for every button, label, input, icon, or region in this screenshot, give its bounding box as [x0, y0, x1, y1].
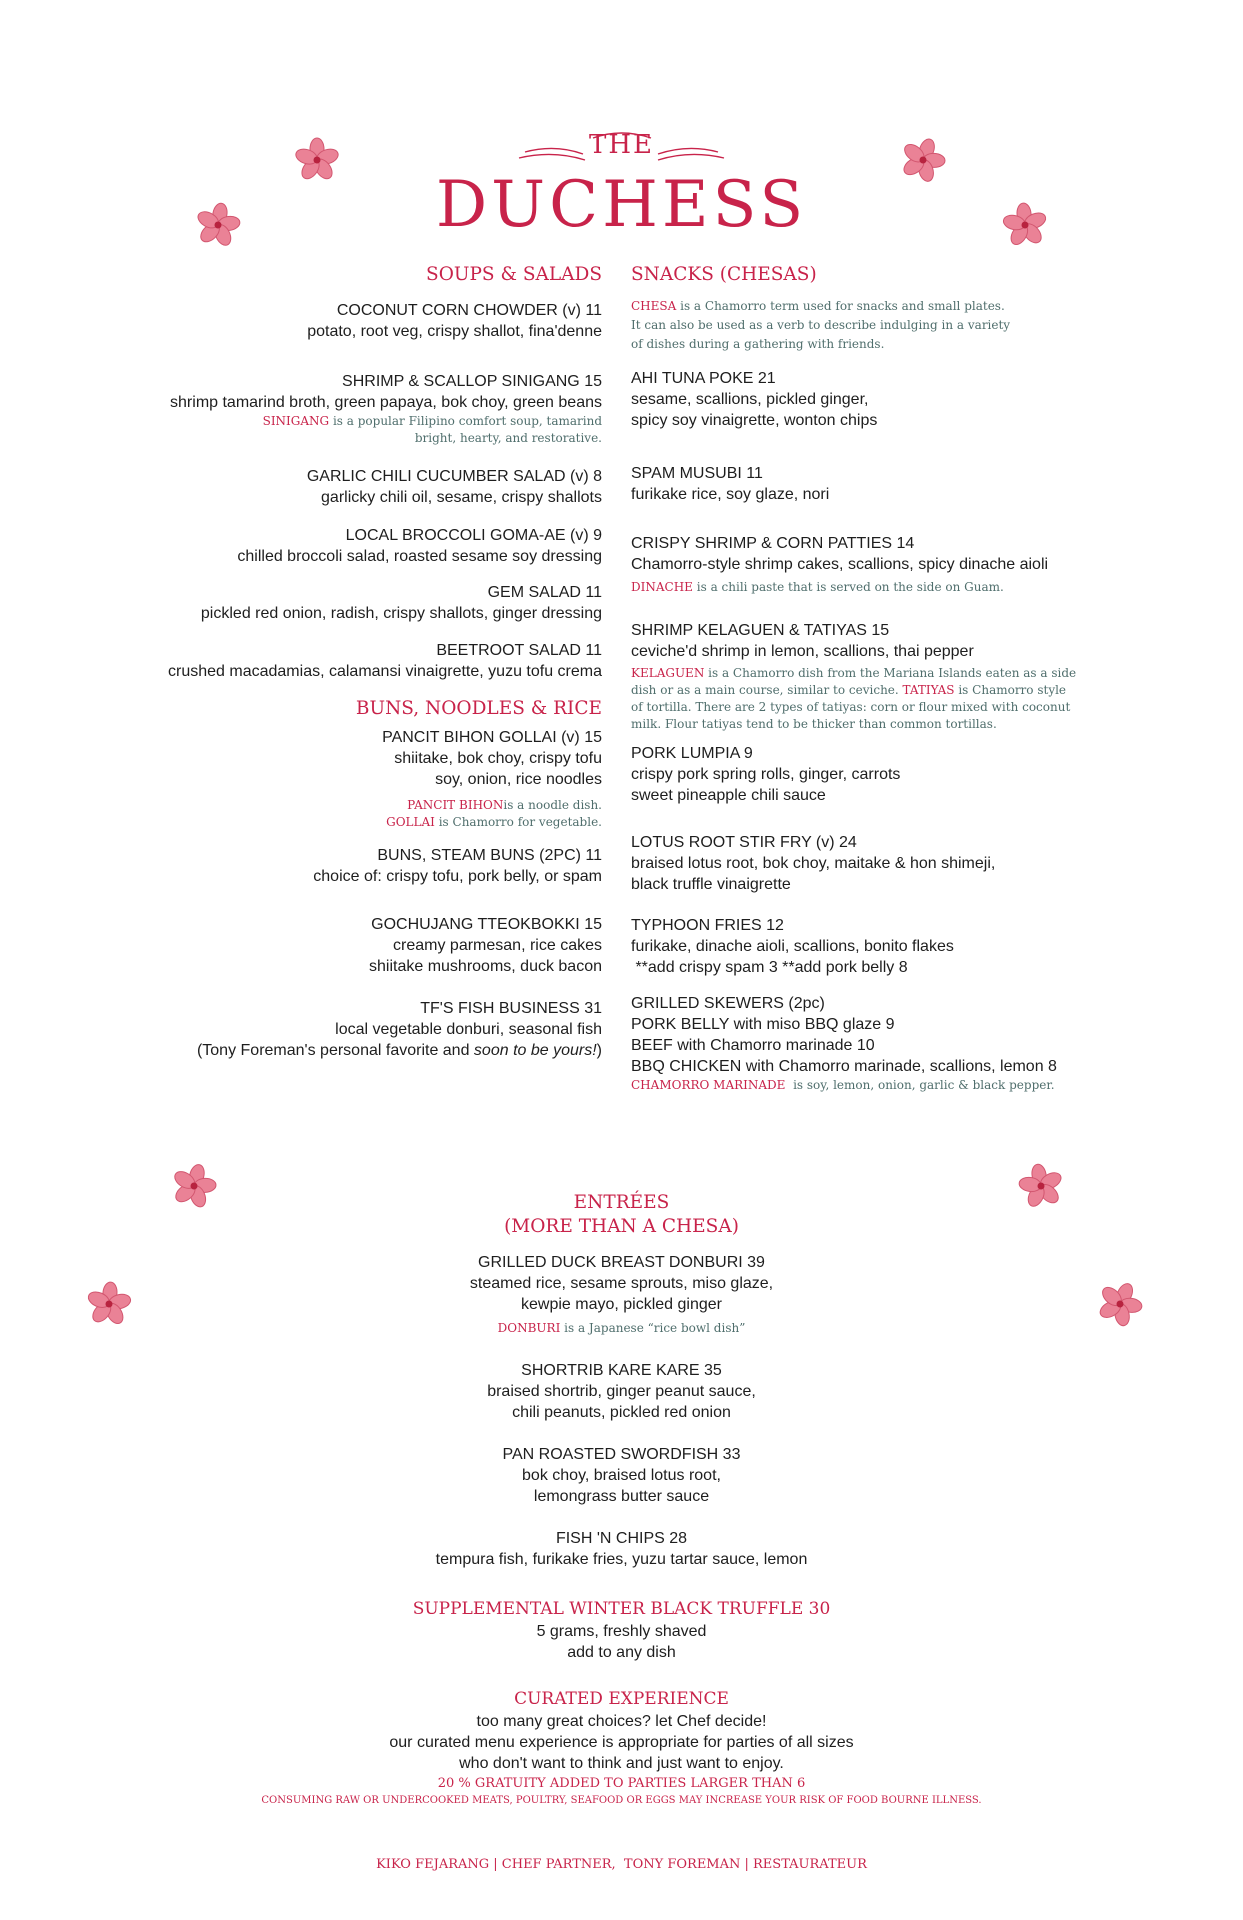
item-description: **add crispy spam 3 **add pork belly 8 — [631, 959, 908, 976]
menu-item — [631, 993, 1113, 1094]
note-text: is Chamorro style — [954, 683, 1067, 697]
note-keyword: CHAMORRO MARINADE — [631, 1078, 786, 1092]
note-text: dish or as a main course, similar to ceviche. — [631, 683, 903, 697]
gratuity-notice: 20 % GRATUITY ADDED TO PARTIES LARGER THAN 6 — [437, 1776, 806, 1791]
item-name: TF'S FISH BUSINESS 31 — [420, 1000, 602, 1017]
menu-item — [140, 1252, 1103, 1337]
item-description: furikake rice, soy glaze, nori — [631, 486, 830, 503]
item-description: tempura fish, furikake fries, yuzu tartar sauce, lemon — [435, 1551, 808, 1568]
item-description: ceviche'd shrimp in lemon, scallions, thai pepper — [631, 643, 974, 660]
note-text: is a chili paste that is served on the side on Guam. — [692, 580, 1004, 594]
item-note — [140, 1320, 1103, 1337]
item-description: lemongrass butter sauce — [533, 1488, 710, 1505]
curated-section — [140, 1687, 1103, 1808]
item-description: sweet pineapple chili sauce — [631, 787, 826, 804]
menu-item — [631, 620, 1113, 733]
note-text: is Chamorro for vegetable. — [434, 815, 602, 829]
item-note: of tortilla. There are 2 types of tatiyas: corn or flour mixed with coconut — [631, 700, 1071, 714]
plumeria-flower-icon — [1096, 1280, 1144, 1328]
item-name: GARLIC CHILI CUCUMBER SALAD (v) 8 — [306, 468, 602, 485]
item-description: PORK BELLY with miso BBQ glaze 9 — [631, 1016, 895, 1033]
menu-item — [120, 466, 602, 508]
item-name: COCONUT CORN CHOWDER (v) 11 — [336, 302, 602, 319]
intro-note — [631, 297, 1113, 316]
plumeria-flower-icon — [85, 1280, 133, 1328]
item-name: FISH 'N CHIPS 28 — [555, 1530, 688, 1547]
note-keyword: SINIGANG — [262, 414, 330, 428]
item-description: pickled red onion, radish, crispy shallots, ginger dressing — [200, 605, 602, 622]
menu-item — [120, 914, 602, 977]
item-name: CRISPY SHRIMP & CORN PATTIES 14 — [631, 535, 915, 552]
item-description: choice of: crispy tofu, pork belly, or spam — [313, 868, 602, 885]
section-subheading: (MORE THAN A CHESA) — [504, 1216, 739, 1237]
desc-italic: soon to be yours! — [473, 1042, 597, 1059]
note-text: is a Chamorro term used for snacks and small plates. — [676, 299, 1005, 313]
snacks-section — [631, 263, 1113, 287]
note-text: is a popular Filipino comfort soup, tamarind — [329, 414, 602, 428]
menu-item — [120, 300, 602, 342]
item-description: chilled broccoli salad, roasted sesame soy dressing — [237, 548, 602, 565]
soups-salads-section — [120, 263, 602, 287]
item-description: BBQ CHICKEN with Chamorro marinade, scallions, lemon 8 — [631, 1058, 1057, 1075]
item-description: soy, onion, rice noodles — [435, 771, 602, 788]
note-keyword: CHESA — [631, 299, 677, 313]
item-description: potato, root veg, crispy shallot, fina'denne — [307, 323, 602, 340]
note-keyword: TATIYAS — [902, 683, 955, 697]
menu-item — [120, 640, 602, 682]
item-description: chili peanuts, pickled red onion — [512, 1404, 731, 1421]
item-note-block — [120, 797, 602, 831]
menu-item — [631, 368, 1113, 431]
note-text: is a Japanese “rice bowl dish” — [560, 1321, 746, 1335]
item-name: LOCAL BROCCOLI GOMA-AE (v) 9 — [345, 527, 602, 544]
note-keyword: PANCIT BIHON — [407, 798, 504, 812]
menu-item — [631, 533, 1113, 596]
item-description: our curated menu experience is appropriate for parties of all sizes — [389, 1734, 854, 1751]
item-note: milk. Flour tatiyas tend to be thicker than common tortillas. — [631, 717, 997, 731]
menu-item — [631, 915, 1113, 978]
item-description: braised shortrib, ginger peanut sauce, — [487, 1383, 756, 1400]
item-description: 5 grams, freshly shaved — [536, 1623, 707, 1640]
entrees-section — [140, 1191, 1103, 1239]
menu-item — [120, 727, 602, 790]
item-name: BUNS, STEAM BUNS (2PC) 11 — [377, 847, 602, 864]
item-description: steamed rice, sesame sprouts, miso glaze, — [469, 1275, 774, 1292]
desc-text: ) — [596, 1042, 602, 1059]
section-heading: ENTRÉES — [573, 1192, 670, 1213]
section-heading: BUNS, NOODLES & RICE — [355, 698, 602, 719]
item-description: crushed macadamias, calamansi vinaigrette, yuzu tofu crema — [168, 663, 602, 680]
item-description: furikake, dinache aioli, scallions, bonito flakes — [631, 938, 954, 955]
note-text: is a noodle dish. — [503, 798, 602, 812]
item-name: PAN ROASTED SWORDFISH 33 — [502, 1446, 741, 1463]
menu-item — [631, 743, 1113, 806]
item-note — [631, 1077, 1113, 1094]
intro-note: It can also be used as a verb to describe indulging in a variety — [631, 318, 1011, 332]
snacks-intro — [631, 297, 1113, 354]
menu-item — [631, 463, 1113, 505]
item-name: BEETROOT SALAD 11 — [436, 642, 602, 659]
item-description: bok choy, braised lotus root, — [522, 1467, 721, 1484]
item-note — [631, 665, 1113, 682]
menu-item — [120, 998, 602, 1061]
logo-the: THE — [589, 130, 654, 160]
menu-item — [120, 845, 602, 887]
menu-item — [140, 1444, 1103, 1507]
logo-duchess: DUCHESS — [435, 168, 808, 242]
note-keyword: DINACHE — [631, 580, 693, 594]
item-name: TYPHOON FRIES 12 — [631, 917, 784, 934]
item-description: Chamorro-style shrimp cakes, scallions, spicy dinache aioli — [631, 556, 1049, 573]
item-description: garlicky chili oil, sesame, crispy shallots — [321, 489, 602, 506]
item-description: creamy parmesan, rice cakes — [393, 937, 602, 954]
item-description: add to any dish — [567, 1644, 676, 1661]
intro-note: of dishes during a gathering with friends. — [631, 337, 885, 351]
item-name: SHORTRIB KARE KARE 35 — [521, 1362, 722, 1379]
menu-item — [120, 582, 602, 624]
item-name: GEM SALAD 11 — [487, 584, 602, 601]
item-note — [120, 814, 602, 831]
footer-credits — [140, 1856, 1103, 1873]
note-keyword: DONBURI — [497, 1321, 561, 1335]
note-keyword: KELAGUEN — [631, 666, 705, 680]
item-description: who don't want to think and just want to enjoy. — [459, 1755, 784, 1772]
item-name: SPAM MUSUBI 11 — [631, 465, 763, 482]
item-name: PANCIT BIHON GOLLAI (v) 15 — [382, 729, 602, 746]
menu-item — [140, 1360, 1103, 1423]
item-name: GRILLED SKEWERS (2pc) — [631, 995, 825, 1012]
item-description: black truffle vinaigrette — [631, 876, 791, 893]
menu-item — [631, 832, 1113, 895]
item-description: braised lotus root, bok choy, maitake & hon shimeji, — [631, 855, 996, 872]
item-description: too many great choices? let Chef decide! — [476, 1713, 767, 1730]
item-name: GRILLED DUCK BREAST DONBURI 39 — [478, 1254, 765, 1271]
item-description: shrimp tamarind broth, green papaya, bok choy, green beans — [170, 394, 602, 411]
buns-noodles-section — [120, 697, 602, 721]
item-description: kewpie mayo, pickled ginger — [521, 1296, 722, 1313]
menu-item — [120, 525, 602, 567]
truffle-heading: SUPPLEMENTAL WINTER BLACK TRUFFLE 30 — [412, 1599, 831, 1619]
item-name: PORK LUMPIA 9 — [631, 745, 753, 762]
item-description: shiitake, bok choy, crispy tofu — [394, 750, 602, 767]
menu-item — [120, 371, 602, 447]
item-description: sesame, scallions, pickled ginger, — [631, 391, 869, 408]
item-description — [120, 1040, 602, 1061]
item-description: shiitake mushrooms, duck bacon — [369, 958, 602, 975]
section-heading: SNACKS (CHESAS) — [631, 264, 817, 285]
item-name: SHRIMP KELAGUEN & TATIYAS 15 — [631, 622, 890, 639]
item-description: BEEF with Chamorro marinade 10 — [631, 1037, 875, 1054]
item-note — [120, 413, 602, 430]
item-name: LOTUS ROOT STIR FRY (v) 24 — [631, 834, 857, 851]
item-name: AHI TUNA POKE 21 — [631, 370, 776, 387]
truffle-section — [140, 1597, 1103, 1663]
item-note — [631, 579, 1113, 596]
food-safety-warning: CONSUMING RAW OR UNDERCOOKED MEATS, POULTRY, SEAFOOD OR EGGS MAY INCREASE YOUR RISK OF FOOD BOURNE ILLNESS. — [261, 1795, 982, 1806]
desc-text: (Tony Foreman's personal favorite and — [196, 1042, 474, 1059]
note-text: is a Chamorro dish from the Mariana Islands eaten as a side — [704, 666, 1077, 680]
item-note: bright, hearty, and restorative. — [414, 431, 602, 445]
menu-item — [140, 1528, 1103, 1570]
item-description: local vegetable donburi, seasonal fish — [335, 1021, 602, 1038]
item-description: spicy soy vinaigrette, wonton chips — [631, 412, 878, 429]
item-note — [631, 682, 1113, 699]
note-text: is soy, lemon, onion, garlic & black pepper. — [785, 1078, 1055, 1092]
curated-heading: CURATED EXPERIENCE — [514, 1689, 729, 1709]
note-keyword: GOLLAI — [386, 815, 435, 829]
section-heading: SOUPS & SALADS — [426, 264, 602, 285]
item-note — [120, 797, 602, 814]
item-name: GOCHUJANG TTEOKBOKKI 15 — [371, 916, 602, 933]
item-name: SHRIMP & SCALLOP SINIGANG 15 — [342, 373, 602, 390]
item-description: crispy pork spring rolls, ginger, carrots — [631, 766, 901, 783]
footer-text: KIKO FEJARANG | CHEF PARTNER, TONY FOREMAN | RESTAURATEUR — [376, 1857, 867, 1872]
